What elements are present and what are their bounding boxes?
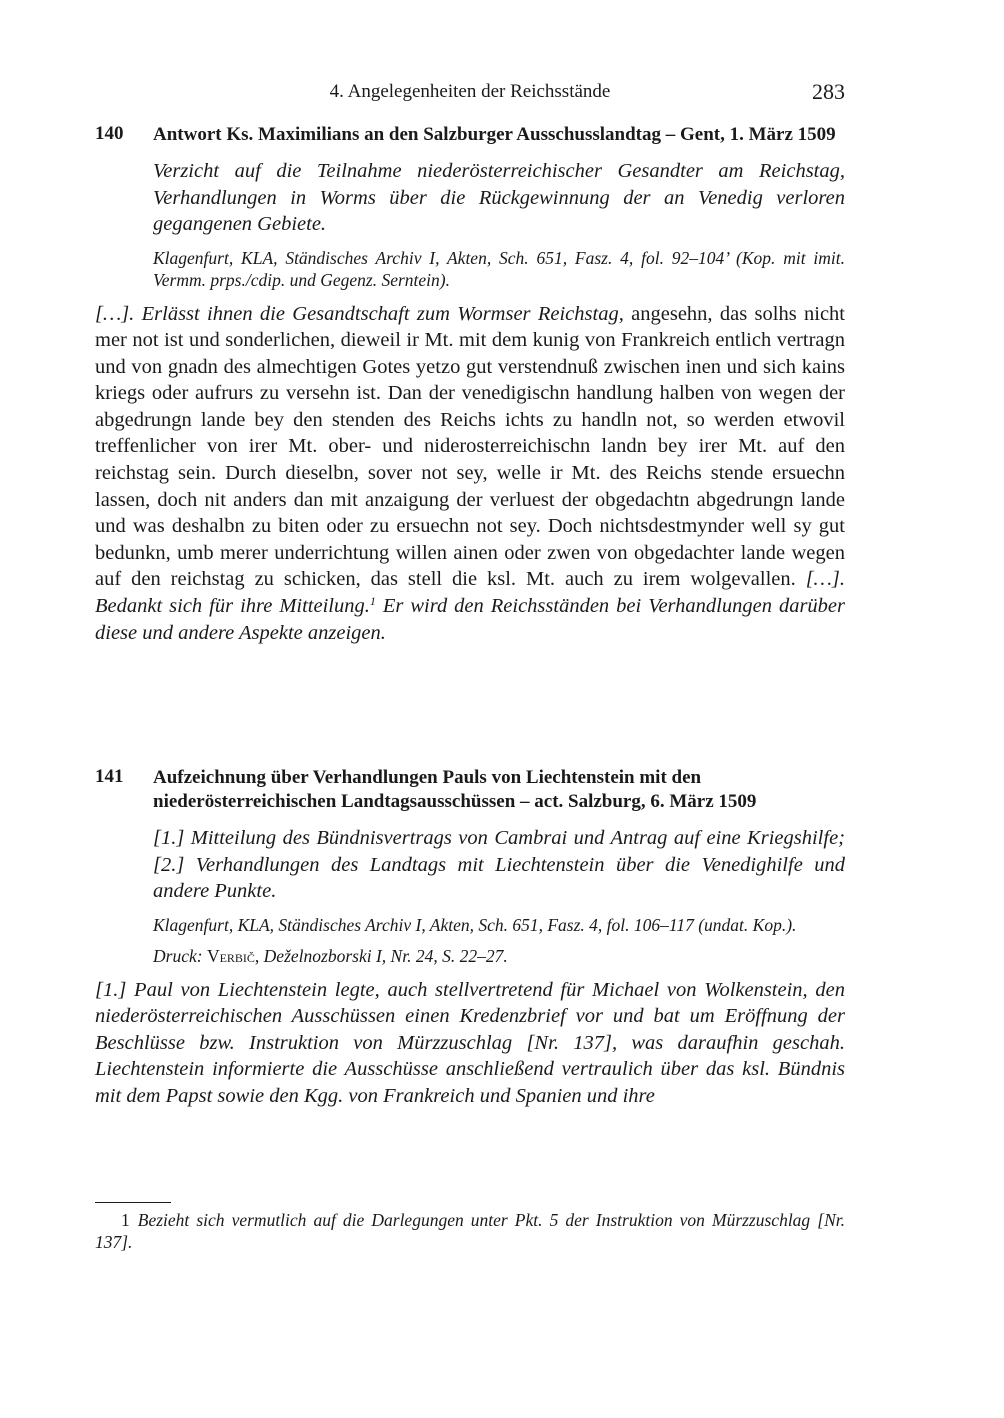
entry-number: 141 bbox=[95, 766, 124, 787]
archival-source: Klagenfurt, KLA, Ständisches Archiv I, Akten, Sch. 651, Fasz. 4, fol. 106–117 (undat. Kop.). bbox=[153, 914, 797, 935]
entry-number: 140 bbox=[95, 123, 124, 144]
page-number: 283 bbox=[812, 79, 845, 104]
editorial-note: […]. Bedankt sich für ihre Mitteilung. bbox=[95, 568, 845, 618]
entry-141 bbox=[95, 766, 845, 1109]
print-label: Druck: bbox=[153, 945, 203, 966]
source-text: angesehn, das solhs nicht mer not ist und sonderlichen, dieweil ir Mt. mit dem kunig von Frankreich entlich vertragn und von gnadn des almechtigen Gotes yetzo gut verstendnuß zwischen inen und sich kains kriegs oder aufrurs zu versehn ist. Dan der venedigischn handlung halben von wegen der abgedrungn lande bey den stenden des Reichs ichts zu handln not, so werden etwovil treffenlicher von irer Mt. ober- und niderosterreichischn landn bey irer Mt. auf den reichstag sein. Durch dieselbn, sover not sey, welle ir Mt. des Reichs stende ersuechn lassen, doch nit anders dan mit anzaigung der verluest der obgedachtn abgedrungn lande und was deshalbn zu biten oder zu ersuechn not sey. Doch nichtsdestmynder well sy gut bedunkn, umb merer underrichtung willen ainen oder zwen von obgedachter lande wegen auf den reichstag zu schicken, das stell die ksl. Mt. auch zu irem wolgevallen. bbox=[95, 302, 845, 591]
entry-regest: Verzicht auf die Teilnahme niederösterreichischer Gesandter am Reichstag, Verhandlungen in Worms über die Rückgewinnung der an Venedig verloren gegangenen Gebiete. bbox=[153, 160, 845, 235]
footnote bbox=[95, 1209, 845, 1253]
running-head bbox=[95, 79, 845, 107]
footnote-rule bbox=[95, 1202, 171, 1203]
print-citation: Deželnozborski I, Nr. 24, S. 22–27. bbox=[259, 945, 508, 966]
entry-regest: [1.] Mitteilung des Bündnisvertrags von Cambrai und Antrag auf eine Kriegshilfe; [2.] Verhandlungen des Landtags mit Liechtenstein über die Venedighilfe und andere Punkte. bbox=[153, 827, 845, 902]
document-page bbox=[95, 0, 845, 1418]
footnote-reference[interactable]: 1 bbox=[369, 594, 376, 609]
editorial-note: Er wird den Reichsständen bei Verhandlungen darüber diese und andere Aspekte anzeigen. bbox=[95, 595, 846, 644]
entry-text: [1.] Paul von Liechtenstein legte, auch stellvertretend für Michael von Wolkenstein, den niederösterreichischen Ausschüssen einen Kredenzbrief vor und bat um Eröffnung der Beschlüsse bzw. Instruktion von Mürzzuschlag [Nr. 137], was daraufhin geschah. Liechtenstein informierte die Ausschüsse anschließend vertraulich über das ksl. Bündnis mit dem Papst sowie den Kgg. von Frankreich und Spanien und ihre bbox=[95, 978, 845, 1107]
archival-source: Klagenfurt, KLA, Ständisches Archiv I, Akten, Sch. 651, Fasz. 4, fol. 92–104’ (Kop. mit imit. Vermm. prps./cdip. und Gegenz. Serntein). bbox=[153, 247, 845, 290]
print-reference bbox=[153, 945, 845, 967]
editorial-note: […]. Erlässt ihnen die Gesandtschaft zum Wormser Reichstag, bbox=[95, 302, 624, 325]
entry-text bbox=[95, 301, 845, 647]
print-author: Verbič, bbox=[206, 945, 260, 966]
footnote-text: Bezieht sich vermutlich auf die Darlegungen unter Pkt. 5 der Instruktion von Mürzzuschlag [Nr. 137]. bbox=[95, 1210, 845, 1252]
entry-title: Aufzeichnung über Verhandlungen Pauls von Liechtenstein mit den niederösterreichischen Landtagsausschüssen – act. Salzburg, 6. März 1509 bbox=[153, 767, 757, 812]
footnote-number: 1 bbox=[121, 1210, 130, 1230]
entry-title: Antwort Ks. Maximilians an den Salzburger Ausschusslandtag – Gent, 1. März 1509 bbox=[153, 124, 836, 145]
entry-140 bbox=[95, 123, 845, 646]
chapter-title: 4. Angelegenheiten der Reichsstände bbox=[329, 81, 611, 102]
